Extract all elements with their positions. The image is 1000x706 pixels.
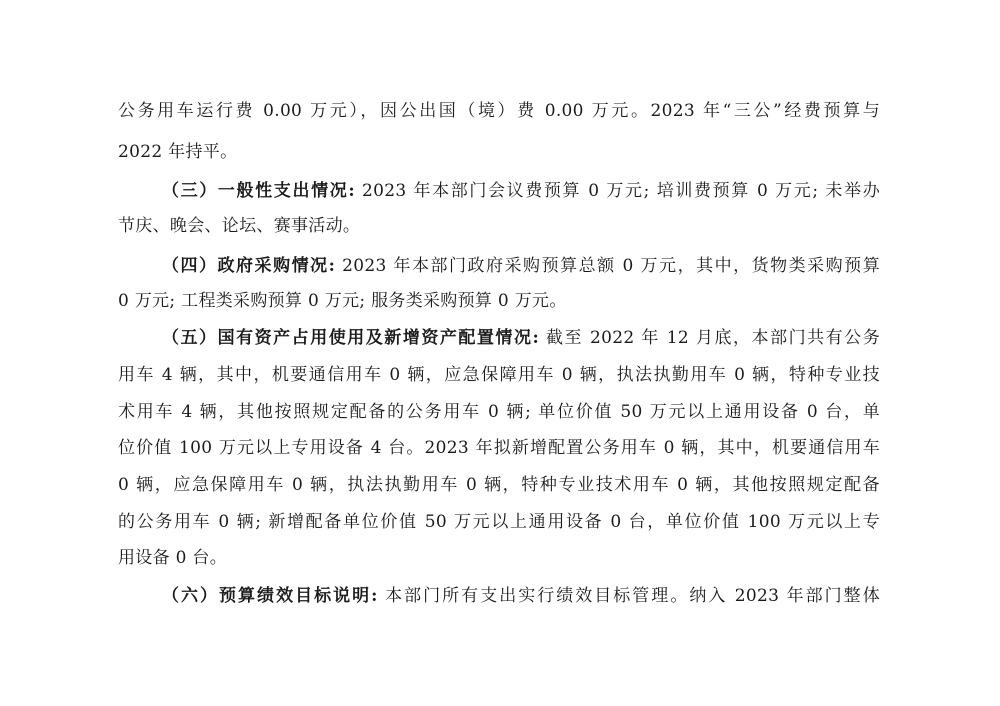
paragraph-state-assets-line-5: 0 辆，应急保障用车 0 辆，执法执勤用车 0 辆，特种专业技术用车 0 辆，其他按照规定配备 [118,475,880,495]
paragraph-text: 本部门所有支出实行绩效目标管理。纳入 2023 年部门整体 [377,586,880,606]
paragraph-state-assets-line-1 [162,327,880,349]
paragraph-intro-line-2: 2022 年持平。 [118,142,238,162]
paragraph-state-assets-line-6: 的公务用车 0 辆; 新增配备单位价值 50 万元以上通用设备 0 台，单位价值 100 万元以上专 [118,512,880,532]
section-heading-performance-goals: （六）预算绩效目标说明: [162,586,378,606]
section-heading-state-assets: （五）国有资产占用使用及新增资产配置情况: [162,328,540,348]
section-heading-general-expenditure: （三）一般性支出情况: [162,181,355,201]
paragraph-performance-goals-line-1 [162,585,880,607]
paragraph-general-expenditure-line-1 [162,180,880,202]
paragraph-general-expenditure-line-2: 节庆、晚会、论坛、赛事活动。 [118,216,361,236]
paragraph-state-assets-line-3: 术用车 4 辆，其他按照规定配备的公务用车 0 辆; 单位价值 50 万元以上通用设备 0 台，单 [118,402,880,422]
paragraph-text: 2023 年本部门政府采购预算总额 0 万元，其中，货物类采购预算 [335,256,880,276]
paragraph-state-assets-line-2: 用车 4 辆，其中，机要通信用车 0 辆，应急保障用车 0 辆，执法执勤用车 0 辆，特种专业技 [118,365,880,385]
paragraph-state-assets-line-4: 位价值 100 万元以上专用设备 4 台。2023 年拟新增配置公务用车 0 辆，其中，机要通信用车 [118,438,880,458]
paragraph-text: 截至 2022 年 12 月底，本部门共有公务 [539,328,880,348]
section-heading-government-procurement: （四）政府采购情况: [162,256,336,276]
paragraph-intro-line-1: 公务用车运行费 0.00 万元），因公出国（境）费 0.00 万元。2023 年“三公”经费预算与 [118,101,880,121]
paragraph-government-procurement-line-1 [162,255,880,277]
paragraph-state-assets-line-7: 用设备 0 台。 [118,548,228,568]
paragraph-text: 2023 年本部门会议费预算 0 万元; 培训费预算 0 万元; 未举办 [354,181,881,201]
paragraph-government-procurement-line-2: 0 万元; 工程类采购预算 0 万元; 服务类采购预算 0 万元。 [118,291,567,311]
